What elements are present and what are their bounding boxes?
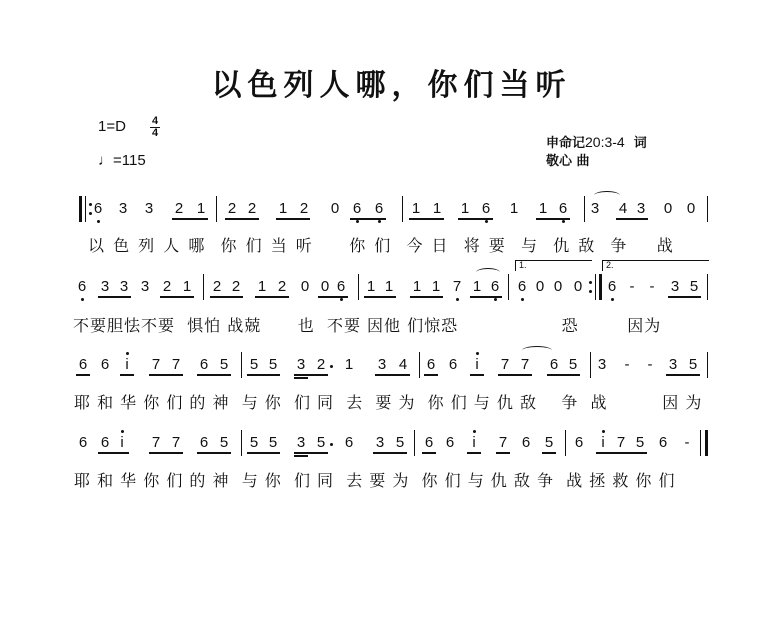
final-thin-bar [700, 430, 701, 456]
lyrics-line-2: 不要胆怯不要 惧怕 战兢 也 不要 因他 们惊恐 恐 因为 [73, 316, 662, 335]
note: 6 [350, 201, 364, 217]
note: 7 [520, 356, 530, 373]
note: 1 [257, 278, 267, 295]
note: 7 [498, 434, 508, 451]
note: 7 [616, 434, 626, 451]
underline [596, 452, 647, 454]
note: 1 [431, 278, 441, 295]
note: 6 [344, 434, 354, 451]
note: i [115, 435, 129, 451]
repeat-start-thin-bar [85, 196, 86, 222]
note: 6 [479, 201, 493, 217]
note: 5 [688, 356, 698, 373]
note: 3 [636, 200, 646, 217]
volta-2-bracket [602, 260, 709, 271]
note: 1 [460, 200, 470, 217]
source-book: 申命记 [546, 136, 586, 151]
slur [594, 191, 620, 200]
note: 5 [689, 278, 699, 295]
note: 0 [535, 278, 545, 295]
note: 7 [500, 356, 510, 373]
note: 3 [375, 434, 385, 451]
note: 7 [450, 279, 464, 295]
underline [498, 374, 532, 376]
underline [375, 374, 410, 376]
note: i [120, 357, 134, 373]
note: 5 [635, 434, 645, 451]
repeat-dot [589, 290, 592, 293]
note: 1 [411, 200, 421, 217]
underline [120, 374, 134, 376]
note: 3 [296, 356, 306, 373]
note: 6 [445, 434, 455, 451]
lyrics-line-3: 耶 和 华 你 们 的 神 与 你 们 同 去 要 为 你 们 与 仇 敌 争 战 因 为 [74, 393, 703, 412]
underline [98, 296, 131, 298]
underline [172, 218, 208, 220]
note: 2 [316, 356, 326, 373]
bar-line [203, 274, 204, 300]
note: 5 [219, 356, 229, 373]
underline [470, 296, 502, 298]
underline [458, 218, 493, 220]
note: 6 [549, 356, 559, 373]
underline [294, 374, 328, 376]
note: - [629, 278, 635, 295]
underline [294, 452, 328, 454]
underline [247, 374, 280, 376]
repeat-end-bar [599, 274, 602, 300]
underline [616, 218, 648, 220]
volta-1-label: 1. [519, 260, 527, 270]
note: 7 [171, 434, 181, 451]
lyrics-line-4: 耶 和 华 你 们 的 神 与 你 们 同 去 要 为 你 们 与 仇 敌 争 战 拯 救 你 们 [74, 471, 676, 490]
note: 6 [448, 356, 458, 373]
note: 7 [151, 356, 161, 373]
note: 2 [277, 278, 287, 295]
note: 5 [249, 434, 259, 451]
bar-line [402, 196, 403, 222]
underline [225, 218, 259, 220]
note: 3 [590, 200, 600, 217]
underline [409, 218, 444, 220]
note: 5 [219, 434, 229, 451]
underline [149, 374, 183, 376]
note: 0 [300, 278, 310, 295]
lyrics-line-1: 以 色 列 人 哪 你 们 当 听 你 们 今 日 将 要 与 仇 敌 争 战 [88, 236, 675, 255]
volta-2-label: 2. [606, 260, 614, 270]
note: 1 [196, 200, 206, 217]
note: i [467, 435, 481, 451]
underline [496, 452, 510, 454]
note: 6 [75, 279, 89, 295]
note: - [684, 434, 690, 451]
note: 4 [398, 356, 408, 373]
underline [373, 452, 407, 454]
note: 0 [663, 200, 673, 217]
bar-line [590, 352, 591, 378]
repeat-end-thin-bar [595, 274, 596, 300]
underline [470, 374, 484, 376]
bar-line [707, 196, 708, 222]
note: 5 [268, 434, 278, 451]
note: 2 [162, 278, 172, 295]
underline [666, 374, 700, 376]
note: 5 [395, 434, 405, 451]
note: 1 [366, 278, 376, 295]
note: 6 [424, 434, 434, 451]
underline [422, 452, 436, 454]
note: 3 [144, 200, 154, 217]
note: 1 [182, 278, 192, 295]
repeat-dot [589, 281, 592, 284]
note: 1 [432, 200, 442, 217]
bar-line [241, 352, 242, 378]
song-title: 以色列人哪，你们当听 [211, 68, 572, 103]
note: 6 [658, 434, 668, 451]
note: - [649, 278, 655, 295]
note: 3 [296, 434, 306, 451]
note: 1 [412, 278, 422, 295]
underline [76, 374, 90, 376]
note: 1 [278, 200, 288, 217]
lyric-source [546, 132, 647, 151]
underline [364, 296, 396, 298]
note: 3 [668, 356, 678, 373]
underline [410, 296, 443, 298]
slur [522, 346, 552, 355]
source-reference: 20:3-4 [585, 134, 625, 150]
note: 3 [377, 356, 387, 373]
bar-line [414, 430, 415, 456]
note: 6 [78, 356, 88, 373]
note: 6 [515, 279, 529, 295]
note: 2 [174, 200, 184, 217]
note: 6 [556, 201, 570, 217]
underline [149, 452, 183, 454]
underline [160, 296, 194, 298]
note: 2 [231, 278, 241, 295]
bar-line [241, 430, 242, 456]
bar-line [508, 274, 509, 300]
tempo-mark: ♩=115 [98, 152, 146, 169]
volta-1-bracket [515, 260, 592, 271]
note: 6 [91, 201, 105, 217]
underline [255, 296, 289, 298]
note: 6 [78, 434, 88, 451]
underline [294, 455, 308, 457]
bar-line [584, 196, 585, 222]
underline [318, 296, 348, 298]
note: 0 [320, 278, 330, 295]
note: 0 [686, 200, 696, 217]
underline [542, 452, 556, 454]
time-signature-top: 4 [151, 115, 159, 127]
bar-line [216, 196, 217, 222]
note: - [624, 356, 630, 373]
underline [98, 452, 129, 454]
augmentation-dot [330, 365, 333, 368]
note: 1 [344, 356, 354, 373]
note: 6 [372, 201, 386, 217]
note: 1 [509, 200, 519, 217]
underline [294, 377, 308, 379]
augmentation-dot [330, 443, 333, 446]
note: 1 [472, 278, 482, 295]
note: 6 [574, 434, 584, 451]
bar-line [707, 352, 708, 378]
underline [197, 452, 231, 454]
underline [424, 374, 438, 376]
note: 3 [118, 200, 128, 217]
note: 4 [618, 200, 628, 217]
note: 6 [605, 279, 619, 295]
underline [536, 218, 570, 220]
note: 7 [171, 356, 181, 373]
note: 3 [670, 278, 680, 295]
underline [210, 296, 243, 298]
underline [467, 452, 481, 454]
note: 6 [521, 434, 531, 451]
note: - [647, 356, 653, 373]
note: 5 [316, 434, 326, 451]
underline [247, 452, 280, 454]
note: 6 [100, 356, 110, 373]
final-bar [705, 430, 708, 456]
underline [547, 374, 580, 376]
note: 3 [100, 278, 110, 295]
note: 5 [568, 356, 578, 373]
note: i [596, 435, 610, 451]
underline [276, 218, 310, 220]
note: 5 [249, 356, 259, 373]
note: 0 [553, 278, 563, 295]
note: 6 [334, 279, 348, 295]
note: i [470, 357, 484, 373]
note: 7 [151, 434, 161, 451]
note: 6 [100, 434, 110, 451]
bar-line [707, 274, 708, 300]
repeat-start-bar [79, 196, 82, 222]
note: 2 [212, 278, 222, 295]
underline [668, 296, 701, 298]
note: 5 [268, 356, 278, 373]
note: 3 [140, 278, 150, 295]
note: 2 [299, 200, 309, 217]
source-suffix: 词 [633, 136, 647, 151]
note: 3 [119, 278, 129, 295]
note: 6 [199, 356, 209, 373]
underline [350, 218, 386, 220]
note: 1 [384, 278, 394, 295]
bar-line [419, 352, 420, 378]
underline [197, 374, 231, 376]
note: 2 [247, 200, 257, 217]
note: 6 [488, 279, 502, 295]
slur [476, 268, 500, 277]
note: 6 [426, 356, 436, 373]
note: 0 [330, 200, 340, 217]
note: 5 [544, 434, 554, 451]
note: 1 [538, 200, 548, 217]
note: 6 [199, 434, 209, 451]
key-signature: 1=D [98, 118, 126, 135]
note: 3 [597, 356, 607, 373]
note: 0 [573, 278, 583, 295]
note: 2 [227, 200, 237, 217]
time-signature-bottom: 4 [151, 127, 159, 139]
bar-line [358, 274, 359, 300]
time-signature [148, 116, 162, 139]
composer-credit: 敬心 曲 [546, 154, 590, 169]
bar-line [565, 430, 566, 456]
